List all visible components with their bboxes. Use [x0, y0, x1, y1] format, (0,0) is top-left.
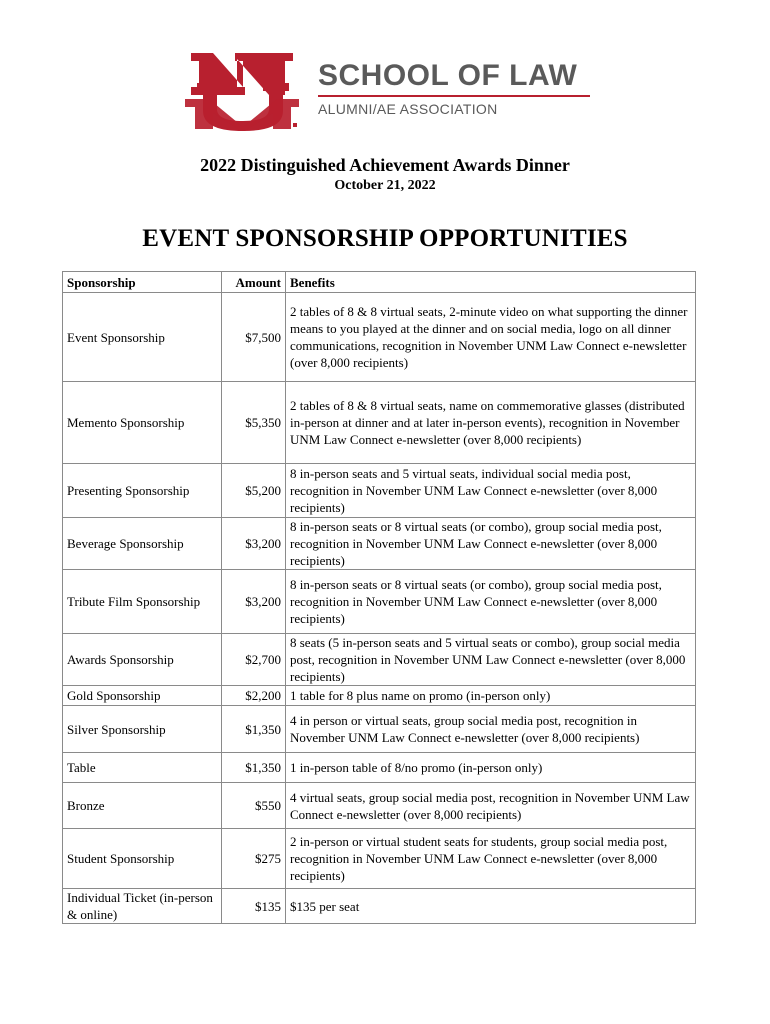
column-header-sponsorship: Sponsorship: [63, 272, 222, 293]
logo-subtitle: ALUMNI/AE ASSOCIATION: [318, 101, 498, 117]
sponsorship-amount: $5,200: [222, 464, 286, 518]
table-row: [63, 686, 696, 706]
unm-law-logo: [183, 47, 593, 131]
table-row: [63, 829, 696, 889]
table-row: [63, 889, 696, 924]
sponsorship-name: Gold Sponsorship: [63, 686, 222, 706]
table-row: [63, 570, 696, 634]
sponsorship-name: Beverage Sponsorship: [63, 518, 222, 570]
sponsorship-name: Silver Sponsorship: [63, 706, 222, 753]
sponsorship-name: Memento Sponsorship: [63, 382, 222, 464]
sponsorship-benefits: 8 in-person seats or 8 virtual seats (or combo), group social media post, recognition in November UNM Law Connect e-newsletter (over 8,000 recipients): [286, 570, 696, 634]
sponsorship-amount: $3,200: [222, 570, 286, 634]
table-row: [63, 518, 696, 570]
sponsorship-benefits: 2 tables of 8 & 8 virtual seats, name on commemorative glasses (distributed in-person at dinner and at later in-person events), recognition in November UNM Law Connect e-newsletter (over 8,000 recipients): [286, 382, 696, 464]
sponsorship-benefits: 4 in person or virtual seats, group social media post, recognition in November UNM Law Connect e-newsletter (over 8,000 recipients): [286, 706, 696, 753]
sponsorship-amount: $550: [222, 783, 286, 829]
sponsorship-benefits: 8 seats (5 in-person seats and 5 virtual seats or combo), group social media post, recognition in November UNM Law Connect e-newsletter (over 8,000 recipients): [286, 634, 696, 686]
sponsorship-name: Presenting Sponsorship: [63, 464, 222, 518]
table-header-row: [63, 272, 696, 293]
sponsorship-benefits: 2 in-person or virtual student seats for students, group social media post, recognition in November UNM Law Connect e-newsletter (over 8,000 recipients): [286, 829, 696, 889]
table-row: [63, 753, 696, 783]
sponsorship-benefits: 1 in-person table of 8/no promo (in-person only): [286, 753, 696, 783]
logo-title: SCHOOL OF LAW: [318, 59, 578, 92]
sponsorship-benefits: 1 table for 8 plus name on promo (in-person only): [286, 686, 696, 706]
table-row: [63, 464, 696, 518]
event-title: 2022 Distinguished Achievement Awards Dinner: [200, 155, 570, 175]
sponsorship-benefits: 4 virtual seats, group social media post, recognition in November UNM Law Connect e-newsletter (over 8,000 recipients): [286, 783, 696, 829]
sponsorship-benefits: 8 in-person seats or 8 virtual seats (or combo), group social media post, recognition in November UNM Law Connect e-newsletter (over 8,000 recipients): [286, 518, 696, 570]
table-row: [63, 382, 696, 464]
sponsorship-table: [62, 271, 696, 924]
sponsorship-name: Awards Sponsorship: [63, 634, 222, 686]
sponsorship-benefits: $135 per seat: [286, 889, 696, 924]
sponsorship-name: Individual Ticket (in-person & online): [63, 889, 222, 924]
logo-divider: [318, 95, 590, 97]
column-header-amount: Amount: [222, 272, 286, 293]
sponsorship-benefits: 2 tables of 8 & 8 virtual seats, 2-minute video on what supporting the dinner means to you played at the dinner and on social media, logo on all dinner communications, recognition in November UNM Law Connect e-newsletter (over 8,000 recipients): [286, 293, 696, 382]
table-row: [63, 783, 696, 829]
sponsorship-amount: $5,350: [222, 382, 286, 464]
column-header-benefits: Benefits: [286, 272, 696, 293]
table-row: [63, 706, 696, 753]
sponsorship-name: Event Sponsorship: [63, 293, 222, 382]
sponsorship-amount: $2,200: [222, 686, 286, 706]
sponsorship-name: Bronze: [63, 783, 222, 829]
sponsorship-amount: $135: [222, 889, 286, 924]
sponsorship-amount: $275: [222, 829, 286, 889]
event-date: October 21, 2022: [334, 178, 436, 193]
page-heading: EVENT SPONSORSHIP OPPORTUNITIES: [142, 225, 628, 252]
sponsorship-amount: $7,500: [222, 293, 286, 382]
table-row: [63, 293, 696, 382]
sponsorship-name: Student Sponsorship: [63, 829, 222, 889]
sponsorship-name: Tribute Film Sponsorship: [63, 570, 222, 634]
sponsorship-amount: $1,350: [222, 753, 286, 783]
unm-logo-mark: [183, 47, 301, 131]
table-row: [63, 634, 696, 686]
sponsorship-amount: $2,700: [222, 634, 286, 686]
sponsorship-amount: $1,350: [222, 706, 286, 753]
sponsorship-name: Table: [63, 753, 222, 783]
sponsorship-amount: $3,200: [222, 518, 286, 570]
sponsorship-benefits: 8 in-person seats and 5 virtual seats, individual social media post, recognition in November UNM Law Connect e-newsletter (over 8,000 recipients): [286, 464, 696, 518]
